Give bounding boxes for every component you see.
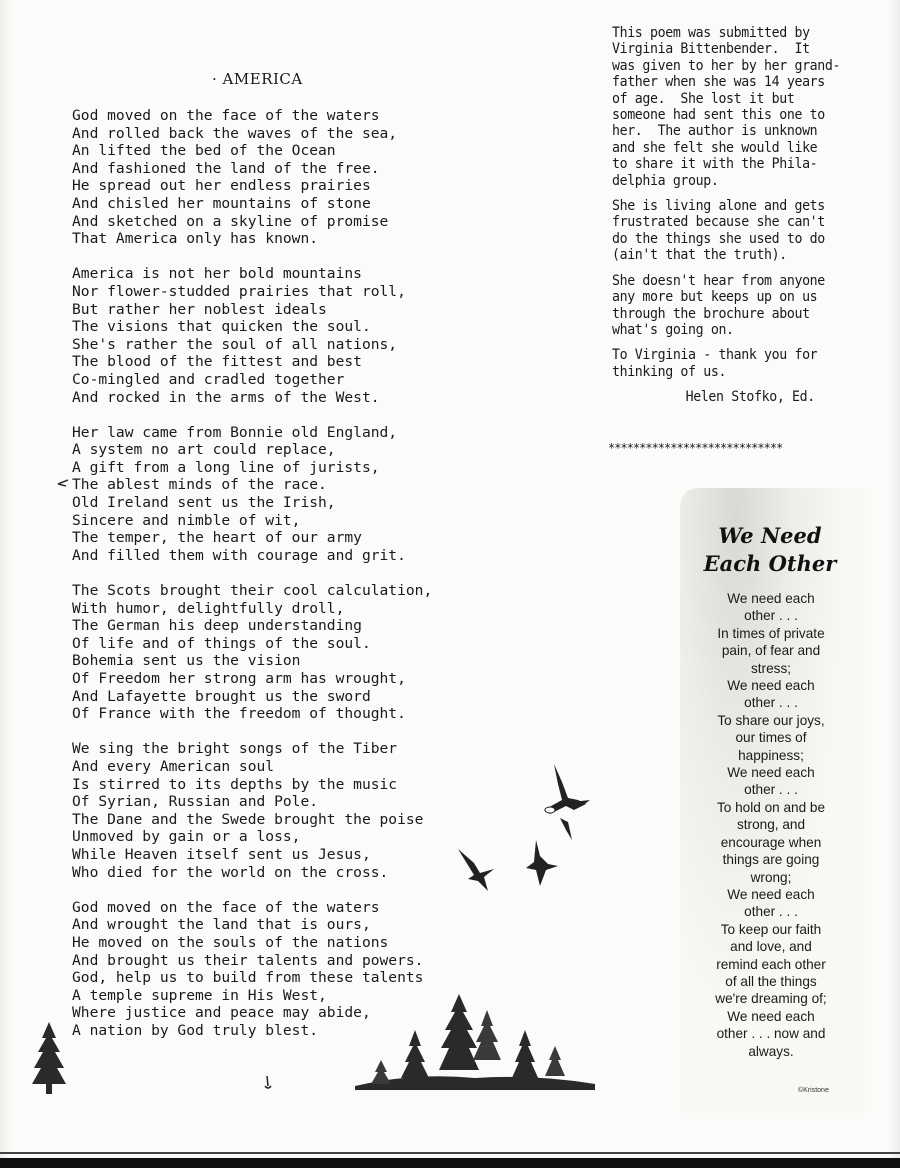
- poem-line: She's rather the soul of all nations,: [72, 335, 398, 353]
- poem-line: God moved on the face of the waters: [72, 898, 380, 916]
- poem-line: The temper, the heart of our army: [72, 529, 362, 547]
- panel-body-line: other . . .: [744, 782, 798, 798]
- note-line: to share it with the Phila-: [612, 156, 818, 173]
- poem-line: We sing the bright songs of the Tiber: [72, 740, 398, 758]
- panel-title: [680, 522, 860, 578]
- panel-body-line: To hold on and be: [716, 799, 826, 815]
- panel-body-line: We need each: [727, 678, 815, 694]
- poem-line: He spread out her endless prairies: [72, 177, 371, 195]
- note-line: (ain't that the truth).: [612, 247, 787, 264]
- poem-line: Is stirred to its depths by the music: [72, 775, 398, 793]
- poem-line: God, help us to build from these talents: [72, 969, 424, 987]
- note-line: do the things she used to do: [612, 230, 825, 247]
- note-line: delphia group.: [612, 172, 719, 189]
- panel-body-line: we're dreaming of;: [715, 991, 827, 1007]
- poem-line: A temple supreme in His West,: [72, 986, 327, 1004]
- poem-line: While Heaven itself sent us Jesus,: [72, 845, 371, 863]
- poem-body: [72, 107, 542, 1057]
- poem-line: The Dane and the Swede brought the poise: [72, 810, 424, 828]
- poem-line: And rolled back the waves of the sea,: [72, 124, 398, 142]
- panel-body-line: remind each other: [716, 956, 826, 972]
- poem-line: A system no art could replace,: [72, 441, 336, 459]
- poem-line: Who died for the world on the cross.: [72, 863, 389, 881]
- poem-stanza: [72, 424, 542, 565]
- goose-illustration-2: [454, 845, 504, 895]
- poem-line: Bohemia sent us the vision: [72, 652, 301, 670]
- poem-line: And filled them with courage and grit.: [72, 546, 406, 564]
- note-line: someone had sent this one to: [612, 107, 825, 124]
- panel-body-line: always.: [748, 1043, 794, 1059]
- scan-mark-arrow-icon: [56, 478, 70, 488]
- note-line: She doesn't hear from anyone: [612, 272, 825, 289]
- panel-body-line: We need each: [727, 591, 815, 606]
- note-paragraph: [612, 25, 865, 189]
- poem-line: That America only has known.: [72, 230, 319, 248]
- note-line: father when she was 14 years: [612, 74, 825, 91]
- forest-silhouette-icon: [355, 990, 595, 1090]
- note-line: any more but keeps up on us: [612, 289, 818, 306]
- pine-tree-left-icon: [30, 1022, 68, 1094]
- note-line: through the brochure about: [612, 305, 810, 322]
- note-line: To Virginia - thank you for: [612, 347, 818, 364]
- poem-line: Sincere and nimble of wit,: [72, 511, 301, 529]
- note-line: She is living alone and gets: [612, 198, 825, 215]
- poem-line: And brought us their talents and powers.: [72, 951, 424, 969]
- poem-line: America is not her bold mountains: [72, 265, 362, 283]
- poem-line: The Scots brought their cool calculation,: [72, 582, 433, 600]
- note-line: what's going on.: [612, 321, 734, 338]
- panel-body-line: pain, of fear and: [721, 643, 821, 659]
- poem-line: And wrought the land that is ours,: [72, 916, 371, 934]
- panel-title-line: Each Other: [703, 551, 837, 576]
- poem-line: An lifted the bed of the Ocean: [72, 142, 336, 160]
- panel-body-line: We need each: [727, 1008, 815, 1024]
- panel-body-line: happiness;: [738, 747, 804, 763]
- goose-illustration-1: [532, 760, 602, 840]
- poem-line: A gift from a long line of jurists,: [72, 458, 380, 476]
- panel-body-line: To keep our faith: [720, 921, 822, 937]
- poem-title-text: AMERICA: [222, 70, 303, 88]
- note-line: Virginia Bittenbender. It: [612, 41, 810, 58]
- scan-mark-dot-icon: [264, 1076, 272, 1090]
- poem-line: Old Ireland sent us the Irish,: [72, 494, 336, 512]
- note-line: frustrated because she can't: [612, 214, 825, 231]
- note-line: and she felt she would like: [612, 139, 818, 156]
- panel-body-line: stress;: [750, 660, 792, 676]
- poem-line: Of Freedom her strong arm has wrought,: [72, 670, 406, 687]
- editor-note: [612, 25, 865, 406]
- scan-edge-line: [0, 1152, 900, 1154]
- panel-body-line: wrong;: [750, 869, 792, 885]
- poem-line: Of Syrian, Russian and Pole.: [72, 793, 319, 811]
- poem-line: The blood of the fittest and best: [72, 353, 362, 371]
- panel-body-line: things are going: [722, 852, 820, 868]
- poem-line: Unmoved by gain or a loss,: [72, 828, 301, 846]
- poem-line: He moved on the souls of the nations: [72, 933, 389, 951]
- panel-body-line: encourage when: [720, 834, 822, 850]
- poem-line: And fashioned the land of the free.: [72, 159, 380, 177]
- note-line: thinking of us.: [612, 363, 727, 380]
- poem-stanza: [72, 107, 542, 248]
- poem-line: And rocked in the arms of the West.: [72, 388, 380, 406]
- poem-line: Nor flower-studded prairies that roll,: [72, 282, 406, 300]
- panel-body-line: our times of: [735, 730, 807, 746]
- panel-body-line: In times of private: [717, 625, 825, 641]
- note-line: of age. She lost it but: [612, 90, 795, 107]
- panel-body-line: other . . . now and: [716, 1026, 826, 1042]
- scan-edge-bar: [0, 1158, 900, 1168]
- panel-body-line: We need each: [727, 886, 815, 902]
- poem-line: Where justice and peace may abide,: [72, 1004, 371, 1022]
- poem-line: And sketched on a skyline of promise: [72, 212, 389, 230]
- panel-body-line: We need each: [727, 765, 815, 781]
- poem-line: And chisled her mountains of stone: [72, 194, 371, 212]
- poem-line: And Lafayette brought us the sword: [72, 687, 371, 705]
- panel-body: [680, 590, 862, 1060]
- poem-line: Her law came from Bonnie old England,: [72, 423, 398, 441]
- note-paragraph: [612, 273, 865, 339]
- panel-body-line: other . . .: [744, 608, 798, 624]
- panel-body-line: of all the things: [725, 973, 817, 989]
- panel-body-line: To share our joys,: [717, 712, 825, 728]
- poem-line: With humor, delightfully droll,: [72, 599, 345, 617]
- note-line: was given to her by her grand-: [612, 57, 841, 74]
- goose-illustration-3: [518, 838, 562, 890]
- poem-title: · AMERICA: [212, 70, 303, 88]
- poem-line: The German his deep understanding: [72, 617, 362, 635]
- poem-stanza: [72, 582, 542, 723]
- panel-body-line: other . . .: [744, 904, 798, 920]
- poem-line: God moved on the face of the waters: [72, 107, 380, 124]
- panel-body-line: strong, and: [736, 817, 805, 833]
- poem-line: Of life and of things of the soul.: [72, 634, 371, 652]
- panel-body-line: and love, and: [730, 939, 812, 955]
- note-paragraph: [612, 198, 865, 264]
- editor-signature: Helen Stofko, Ed.: [685, 389, 815, 406]
- panel-body-line: other . . .: [744, 695, 798, 711]
- poem-line: And every American soul: [72, 757, 275, 775]
- poem-line: A nation by God truly blest.: [72, 1021, 319, 1039]
- poem-stanza: [72, 265, 542, 406]
- poem-line: Co-mingled and cradled together: [72, 370, 345, 388]
- note-line: This poem was submitted by: [612, 25, 810, 41]
- panel-credit: ©Kristone: [798, 1087, 829, 1094]
- poem-line: The visions that quicken the soul.: [72, 318, 371, 336]
- poem-line: The ablest minds of the race.: [72, 476, 327, 494]
- poem-line: Of France with the freedom of thought.: [72, 705, 406, 723]
- divider-stars: ****************************: [608, 441, 783, 455]
- note-line: her. The author is unknown: [612, 123, 818, 140]
- note-paragraph: [612, 347, 865, 380]
- poem-line: But rather her noblest ideals: [72, 300, 327, 318]
- panel-title-line: We Need: [718, 523, 822, 548]
